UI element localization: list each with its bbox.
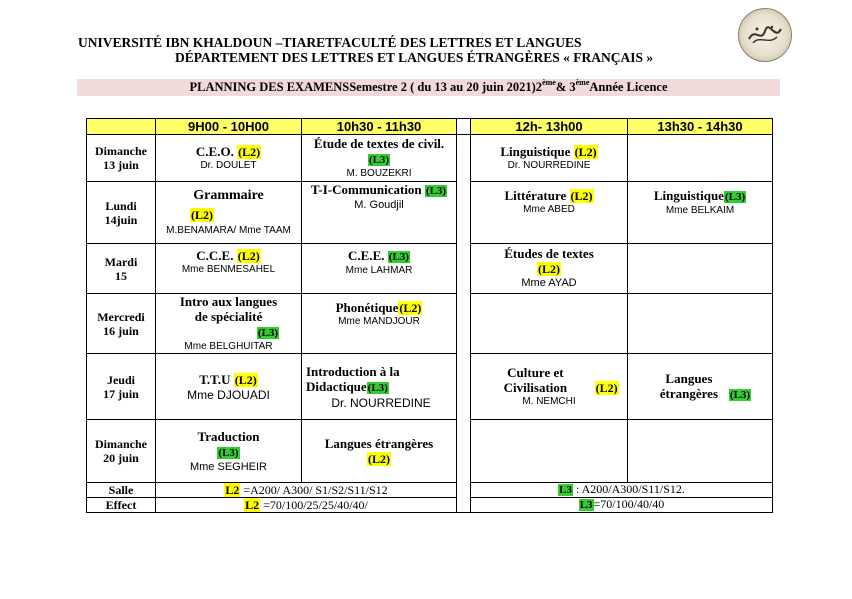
exam-cell — [471, 182, 628, 244]
level-tag: (L2) — [191, 208, 213, 222]
level-tag: (L3) — [257, 327, 278, 339]
subject: Langues étrangères — [324, 435, 434, 451]
level-tag: (L2) — [238, 145, 261, 159]
table-row — [87, 420, 773, 483]
gap-cell — [457, 294, 471, 354]
exam-cell — [156, 244, 302, 294]
subject: C.E.O. — [195, 144, 234, 159]
exam-cell — [471, 135, 628, 182]
exam-cell — [628, 182, 773, 244]
exam-cell-empty — [628, 420, 773, 483]
professor: Mme BENMESAHEL — [181, 264, 276, 275]
day-name: Jeudi — [106, 372, 135, 387]
day-name: Lundi — [105, 198, 137, 213]
gap-cell — [457, 420, 471, 483]
day-cell — [87, 182, 156, 244]
day-name: Mardi — [104, 254, 138, 269]
subject: T-I-Communication — [310, 182, 422, 197]
exam-cell-empty — [471, 420, 628, 483]
level-tag: L2 — [225, 482, 240, 497]
university-header-line1: UNIVERSITÉ IBN KHALDOUN –TIARETFACULTÉ DES LETTRES ET LANGUES — [78, 35, 582, 50]
level-tag: (L2) — [399, 301, 422, 315]
exam-cell — [156, 135, 302, 182]
subject: Étude de textes de civil. — [313, 136, 445, 151]
band-sup-1: ème — [542, 78, 556, 87]
level-tag: (L2) — [574, 145, 597, 159]
subject: Intro aux langues de spécialité — [179, 294, 278, 324]
level-tag: (L3) — [368, 154, 390, 166]
exam-cell-empty — [628, 135, 773, 182]
effect-l2-value: =70/100/25/25/40/40/ — [260, 497, 368, 512]
band-sup-2: ème — [575, 78, 590, 87]
table-row — [87, 182, 773, 244]
col-header-1: 9H00 - 10H00 — [156, 119, 302, 135]
exam-cell — [156, 354, 302, 420]
level-tag: (L3) — [425, 185, 447, 197]
level-tag: (L2) — [234, 372, 257, 387]
exam-cell — [302, 135, 457, 182]
corner-cell — [87, 119, 156, 135]
level-tag: (L3) — [367, 381, 388, 394]
planning-title-band — [77, 79, 780, 96]
level-tag: (L3) — [729, 388, 751, 401]
day-name: Dimanche — [95, 144, 147, 158]
calligraphy-seal-icon — [747, 23, 783, 45]
salle-row — [87, 483, 773, 498]
subject: Études de textes — [504, 246, 594, 261]
band-text-1: PLANNING DES EXAMENSSemestre 2 ( du 13 au 20 juin 2021)2 — [189, 80, 543, 94]
gap-cell — [457, 182, 471, 244]
professor: Mme LAHMAR — [345, 265, 413, 276]
subject: Grammaire — [193, 188, 264, 203]
effect-l3-value: =70/100/40/40 — [593, 497, 665, 511]
day-date: 17 juin — [103, 386, 139, 401]
subject: Langues étrangères — [659, 370, 719, 401]
day-date: 14juin — [104, 212, 138, 227]
gap-cell — [457, 483, 471, 498]
effect-l3-cell — [471, 498, 773, 513]
effect-l2-cell — [156, 498, 457, 513]
exam-cell — [302, 420, 457, 483]
exam-cell — [302, 354, 457, 420]
level-tag: (L3) — [218, 447, 239, 459]
gap-cell — [457, 244, 471, 294]
day-name: Dimanche — [95, 437, 147, 451]
day-cell — [87, 354, 156, 420]
level-tag: (L3) — [724, 191, 746, 203]
exam-cell — [471, 244, 628, 294]
table-row — [87, 244, 773, 294]
professor: M.BENAMARA/ Mme TAAM — [166, 225, 291, 236]
level-tag: (L2) — [368, 451, 390, 466]
table-row — [87, 294, 773, 354]
effect-label: Effect — [87, 498, 156, 513]
band-text-3: Année Licence — [589, 80, 668, 94]
professor: Dr. NOURREDINE — [331, 395, 431, 410]
exam-cell-empty — [628, 294, 773, 354]
salle-l2-cell — [156, 483, 457, 498]
professor: Mme BELGHUITAR — [184, 341, 273, 352]
exam-cell-empty — [471, 294, 628, 354]
exam-cell — [302, 182, 457, 244]
header-row — [87, 119, 773, 135]
day-cell — [87, 244, 156, 294]
effect-row — [87, 498, 773, 513]
day-cell — [87, 135, 156, 182]
col-gap — [457, 119, 471, 135]
exam-cell — [302, 294, 457, 354]
exam-cell — [302, 244, 457, 294]
exam-schedule-table — [86, 118, 773, 513]
gap-cell — [457, 354, 471, 420]
day-date: 16 juin — [103, 323, 139, 338]
professor: Mme DJOUADI — [187, 387, 270, 402]
subject: Introduction à la Didactique — [306, 363, 400, 394]
exam-cell — [156, 420, 302, 483]
subject: Linguistique — [653, 188, 724, 203]
level-tag: (L3) — [388, 251, 409, 263]
professor: Mme ABED — [523, 204, 575, 215]
level-tag: (L2) — [595, 381, 618, 395]
subject: C.E.E. — [348, 248, 385, 263]
subject: Traduction — [197, 429, 260, 444]
department-header-line2: DÉPARTEMENT DES LETTRES ET LANGUES ÉTRANGÈRES « FRANÇAIS » — [175, 50, 654, 65]
subject: Culture et Civilisation — [503, 365, 568, 395]
professor: M. Goudjil — [354, 199, 404, 211]
exam-cell — [156, 182, 302, 244]
salle-l3-cell — [471, 483, 773, 498]
exam-cell — [156, 294, 302, 354]
col-header-2: 10h30 - 11h30 — [302, 119, 457, 135]
subject: Phonétique — [335, 300, 399, 315]
subject: T.T.U — [199, 371, 231, 387]
day-cell — [87, 294, 156, 354]
level-tag: (L2) — [237, 249, 260, 263]
professor: M. NEMCHI — [522, 396, 576, 407]
professor: Mme MANDJOUR — [338, 316, 420, 327]
level-tag: (L2) — [538, 262, 560, 276]
exam-cell — [471, 354, 628, 420]
professor: Dr. NOURREDINE — [507, 160, 591, 171]
gap-cell — [457, 135, 471, 182]
professor: Mme AYAD — [521, 277, 577, 289]
subject: Linguistique — [500, 144, 571, 159]
gap-cell — [457, 498, 471, 513]
professor: Dr. DOULET — [200, 160, 257, 171]
level-tag: L3 — [579, 499, 593, 511]
level-tag: L3 — [559, 484, 572, 496]
subject: Littérature — [504, 188, 567, 203]
professor: Mme BELKAIM — [665, 205, 735, 216]
exam-cell — [628, 354, 773, 420]
table-row — [87, 135, 773, 182]
salle-label: Salle — [87, 483, 156, 498]
professor: Mme SEGHEIR — [189, 461, 267, 473]
university-logo — [738, 8, 792, 62]
exam-cell-empty — [628, 244, 773, 294]
col-header-4: 13h30 - 14h30 — [628, 119, 773, 135]
day-cell — [87, 420, 156, 483]
salle-l2-value: =A200/ A300/ S1/S2/S11/S12 — [240, 482, 388, 497]
day-name: Mercredi — [97, 309, 145, 324]
col-header-3: 12h- 13h00 — [471, 119, 628, 135]
subject: C.C.E. — [196, 248, 234, 263]
professor: M. BOUZEKRI — [346, 168, 412, 179]
band-text-2: & 3 — [555, 80, 576, 94]
salle-l3-value: : A200/A300/S11/S12. — [572, 482, 685, 496]
day-date: 13 juin — [103, 158, 139, 172]
day-date: 15 — [115, 268, 127, 283]
table-row — [87, 354, 773, 420]
level-tag: L2 — [245, 497, 260, 512]
level-tag: (L2) — [570, 189, 593, 203]
day-date: 20 juin — [103, 451, 139, 465]
